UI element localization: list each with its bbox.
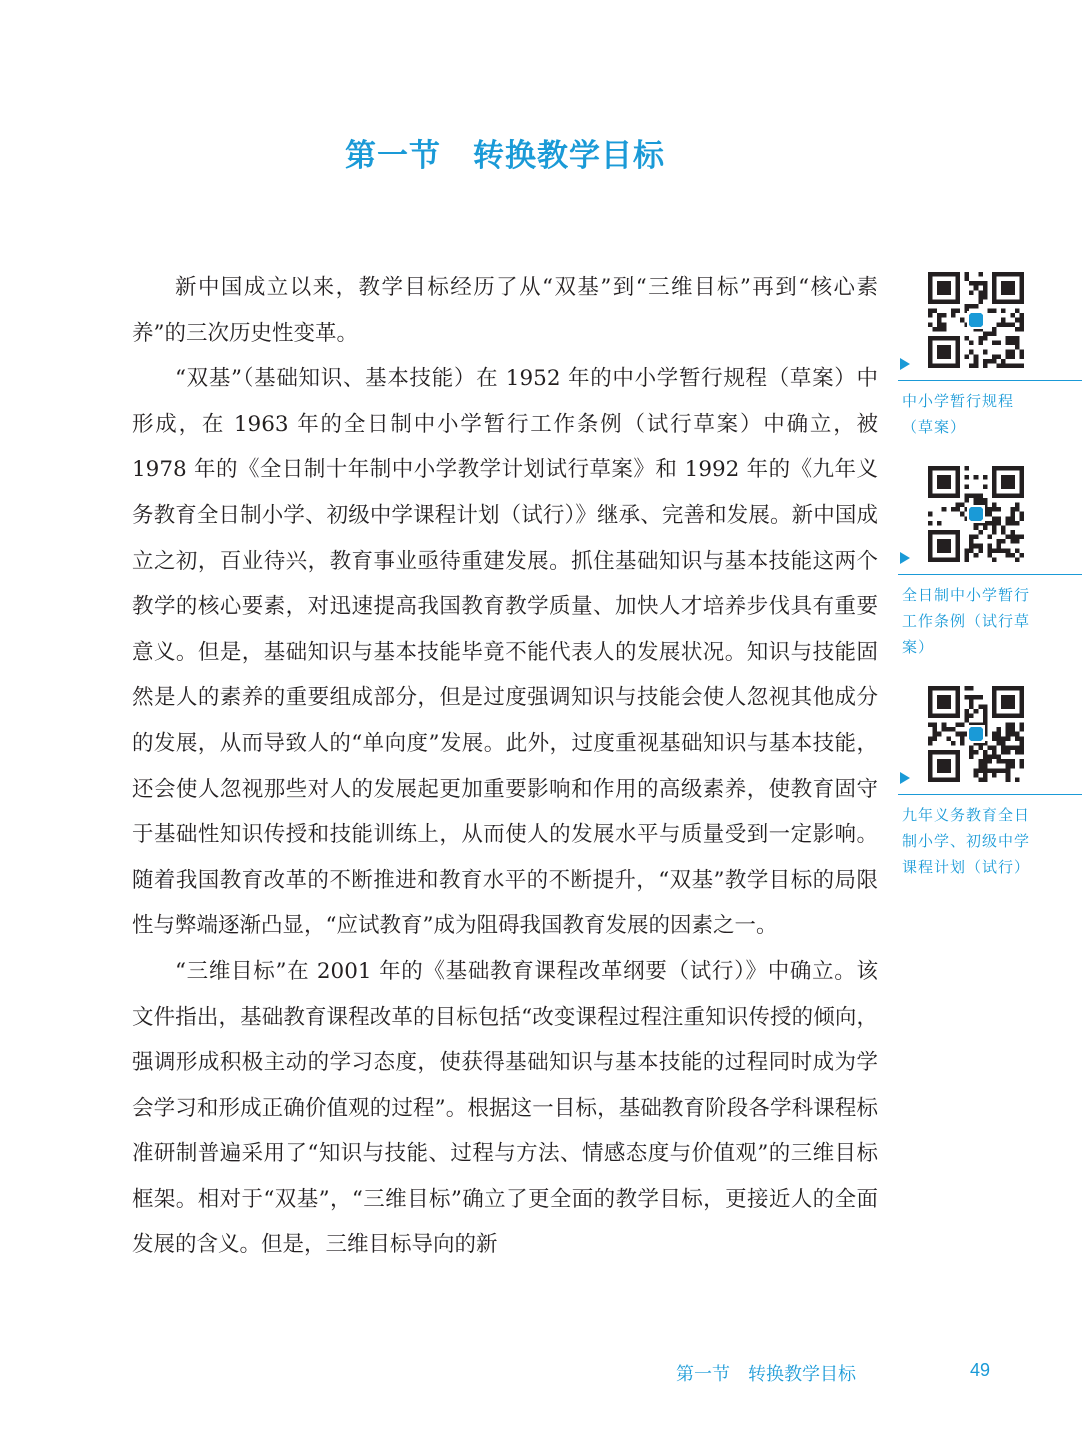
running-footer-title: 第一节 转换教学目标 — [676, 1364, 856, 1385]
triangle-marker-icon — [900, 772, 910, 784]
sidebar-resource-1[interactable] — [898, 272, 1082, 452]
page-number: 49 — [970, 1360, 991, 1380]
sidebar-resource-3[interactable] — [898, 686, 1082, 886]
triangle-marker-icon — [900, 552, 910, 564]
body-text — [132, 265, 878, 1268]
divider — [898, 794, 1082, 795]
qr-code-icon[interactable] — [928, 466, 1024, 562]
qr-code-icon[interactable] — [928, 686, 1024, 782]
resource-caption: 九年义务教育全日制小学、初级中学课程计划（试行） — [902, 806, 1031, 876]
page-title: 第一节 转换教学目标 — [345, 138, 665, 174]
qr-code-icon[interactable] — [928, 272, 1024, 368]
resource-caption: 中小学暂行规程（草案） — [902, 392, 1015, 436]
paragraph: “双基”（基础知识、基本技能）在 1952 年的中小学暂行规程（草案）中形成，在 1963 年的全日制中小学暂行工作条例（试行草案）中确立，被 1978 年的《全日制十年制中小学教学计划试行草案》和 1992 年的《九年义务教育全日制小学、初级中学课程计划（试行）》继承、完善和发展。新中国成立之初，百业待兴，教育事业亟待重建发展。抓住基础知识与基本技能这两个教学的核心要素，对迅速提高我国教育教学质量、加快人才培养步伐具有重要意义。但是，基础知识与基本技能毕竟不能代表人的发展状况。知识与技能固然是人的素养的重要组成部分，但是过度强调知识与技能会使人忽视其他成分的发展，从而导致人的“单向度”发展。此外，过度重视基础知识与基本技能，还会使人忽视那些对人的发展起更加重要影响和作用的高级素养，使教育固守于基础性知识传授和技能训练上，从而使人的发展水平与质量受到一定影响。随着我国教育改革的不断推进和教育水平的不断提升，“双基”教学目标的局限性与弊端逐渐凸显，“应试教育”成为阻碍我国教育发展的因素之一。 — [132, 366, 878, 939]
divider — [898, 380, 1082, 381]
divider — [898, 574, 1082, 575]
paragraph: “三维目标”在 2001 年的《基础教育课程改革纲要（试行）》中确立。该文件指出，基础教育课程改革的目标包括“改变课程过程注重知识传授的倾向，强调形成积极主动的学习态度，使获得基础知识与基本技能的过程同时成为学会学习和形成正确价值观的过程”。根据这一目标，基础教育阶段各学科课程标准研制普遍采用了“知识与技能、过程与方法、情感态度与价值观”的三维目标框架。相对于“双基”，“三维目标”确立了更全面的教学目标，更接近人的全面发展的含义。但是，三维目标导向的新 — [132, 958, 878, 1258]
resource-caption: 全日制中小学暂行工作条例（试行草案） — [902, 586, 1031, 656]
triangle-marker-icon — [900, 358, 910, 370]
sidebar-resource-2[interactable] — [898, 466, 1082, 666]
paragraph: 新中国成立以来，教学目标经历了从“双基”到“三维目标”再到“核心素养”的三次历史性变革。 — [132, 275, 878, 346]
